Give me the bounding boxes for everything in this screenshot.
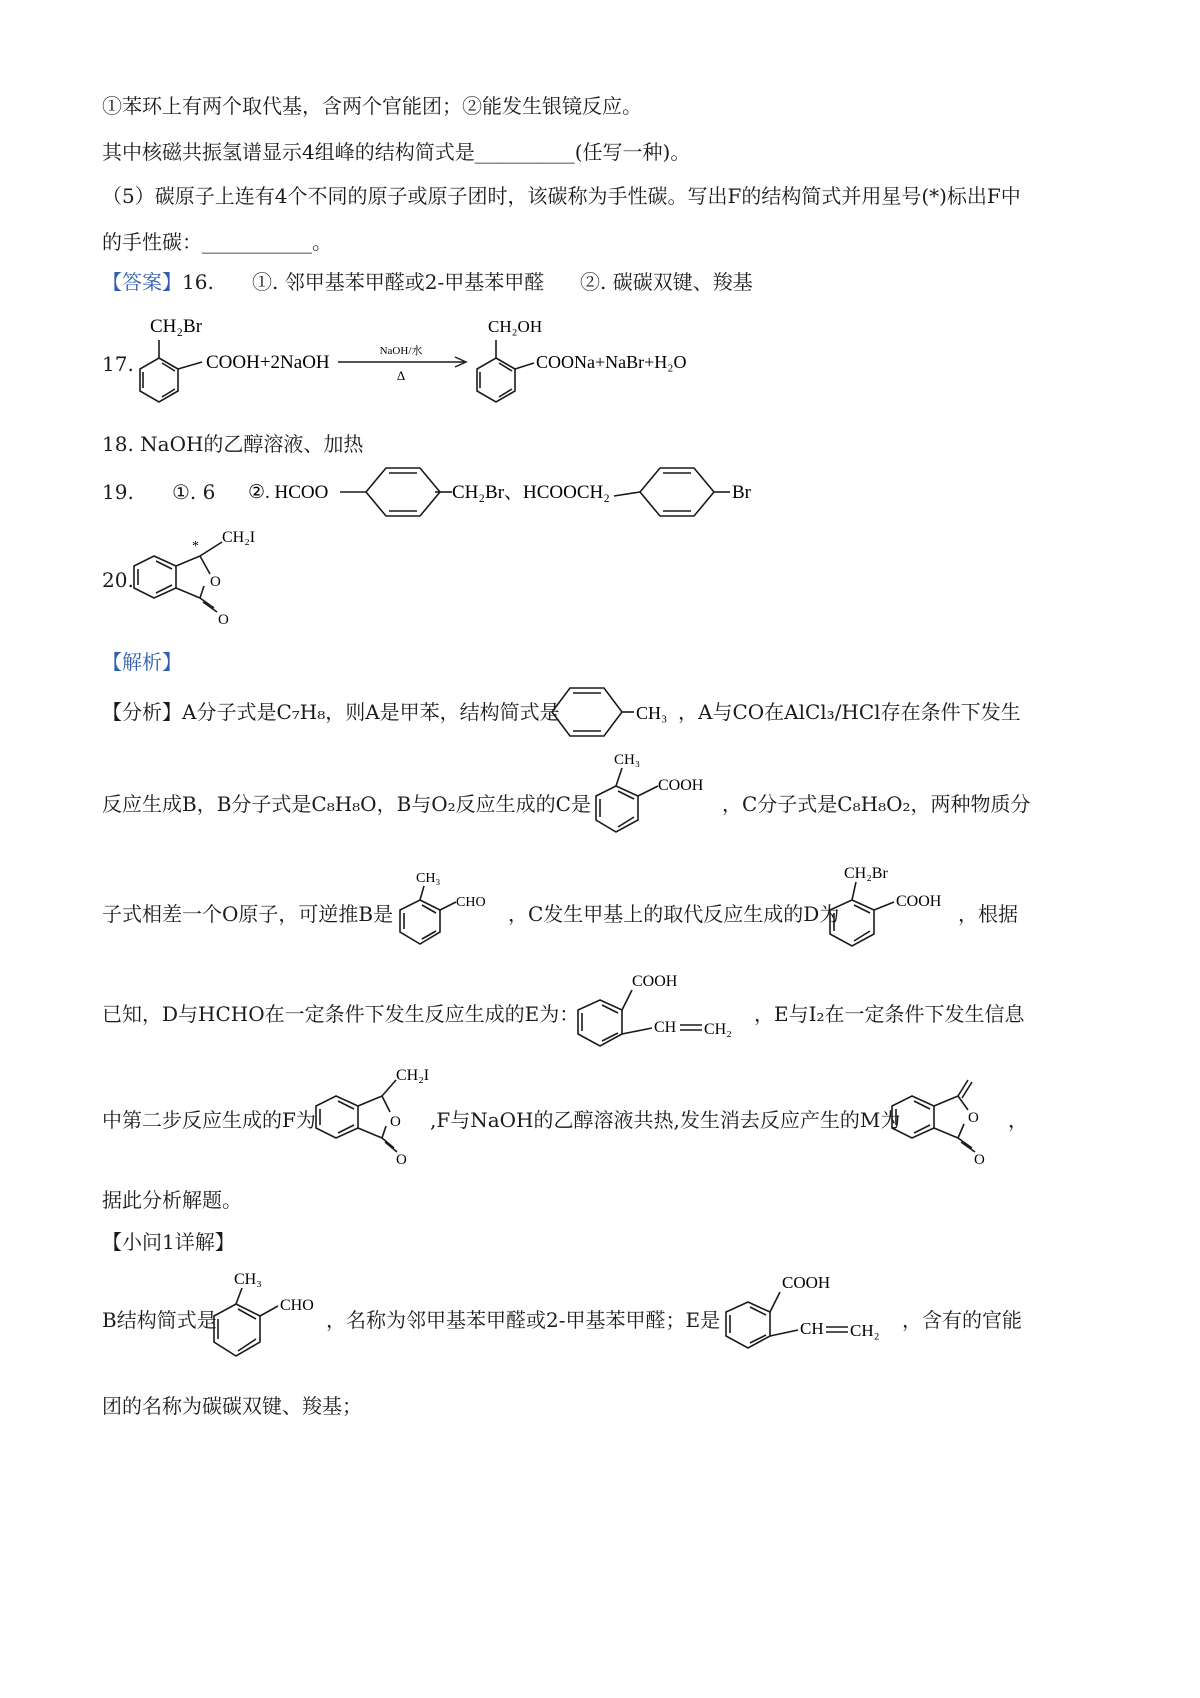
d-bromomethyl: CH₂Br [844, 865, 888, 882]
sub1-compound-e-svg [722, 1272, 902, 1362]
benzene-ring [726, 1292, 848, 1348]
compound-b-svg [398, 868, 508, 948]
answer-16-part2: ②. 碳碳双键、羧基 [580, 270, 753, 294]
answer-19-struct2-tail: Br [732, 482, 751, 503]
benzene-ring [614, 468, 730, 516]
reactant-substituent: CH₂Br [150, 316, 203, 337]
benzene-ring [400, 886, 456, 944]
answer-19-part1: ①. 6 [172, 480, 216, 504]
compound-f-svg [312, 1066, 432, 1166]
arrow-condition-bottom: Δ [396, 368, 406, 383]
answer-18: 18. NaOH的乙醇溶液、加热 [102, 432, 364, 456]
sub-question-1-title: 【小问1详解】 [102, 1230, 235, 1254]
benzene-ring [214, 1288, 278, 1356]
answer-19-number: 19. [102, 480, 134, 504]
q5-line-1: （5）碳原子上连有4个不同的原子或原子团时，该碳称为手性碳。写出F的结构简式并用星号(*)标出F中 [102, 184, 1021, 208]
answer-tag: 【答案】 [102, 270, 182, 294]
compound-e-svg [574, 970, 754, 1056]
compound-m-svg [888, 1070, 1008, 1166]
analysis-p4-start: 已知，D与HCHO在一定条件下发生反应生成的E为： [102, 1002, 580, 1026]
compound-m-structure [888, 1070, 1008, 1166]
c-methyl: CH₃ [614, 752, 641, 768]
nmr-question-line: 其中核磁共振氢谱显示4组峰的结构简式是__________(任写一种)。 [102, 140, 691, 164]
benzene-ring [140, 340, 202, 402]
m-ring-oxygen: O [968, 1110, 979, 1126]
phthalide-skeleton [316, 1080, 397, 1152]
analysis-p2-end: ，C分子式是C₈H₈O₂，两种物质分 [722, 792, 1031, 816]
e-vinyl-ch2: CH₂ [704, 1021, 732, 1038]
sub1-end: ，含有的官能 [902, 1308, 1022, 1332]
benzene-ring [578, 990, 702, 1046]
sub1-b-methyl: CH₃ [234, 1271, 262, 1288]
analysis-p3-mid: ，C发生甲基上的取代反应生成的D为 [508, 902, 840, 926]
benzene-ring [830, 882, 894, 946]
chiral-star: * [192, 539, 199, 554]
answer-16-part1: ①. 邻甲基苯甲醛或2-甲基苯甲醛 [252, 270, 545, 294]
compound-c-structure [592, 748, 722, 836]
methyl-label: CH₃ [636, 703, 668, 723]
answer-19-struct1-tail: CH₂Br、HCOOCH₂ [452, 482, 610, 503]
toluene-structure [548, 682, 678, 744]
d-carboxyl: COOH [896, 893, 942, 910]
toluene-svg [548, 682, 678, 744]
sub1-start: B结构简式是 [102, 1308, 217, 1332]
ring-oxygen: O [210, 574, 221, 590]
sub1-last: 团的名称为碳碳双键、羧基； [102, 1394, 362, 1418]
b-methyl: CH₃ [416, 871, 441, 886]
analysis-tag: 【解析】 [102, 650, 182, 674]
f-iodomethyl: CH₂I [396, 1067, 430, 1084]
compound-e-structure [574, 970, 754, 1056]
answer-20-svg [130, 528, 270, 628]
e-carboxyl: COOH [632, 973, 678, 990]
analysis-p6: 据此分析解题。 [102, 1188, 242, 1212]
sub1-mid: ，名称为邻甲基苯甲醛或2-甲基苯甲醛；E是 [326, 1308, 721, 1332]
analysis-p3-start: 子式相差一个O原子，可逆推B是 [102, 902, 394, 926]
sub1-e-vinyl-ch2: CH₂ [850, 1321, 880, 1340]
phthalide-skeleton [892, 1080, 975, 1152]
sub1-compound-b [212, 1268, 332, 1364]
phthalide-skeleton [134, 542, 222, 612]
answer-16-row [102, 268, 214, 296]
arrow-condition-top: NaOH/水 [379, 345, 423, 357]
benzene-ring [552, 688, 634, 736]
carbonyl-oxygen: O [218, 612, 229, 628]
sub1-e-carboxyl: COOH [782, 1273, 831, 1292]
compound-d-svg [826, 862, 956, 950]
compound-f-structure [312, 1066, 432, 1166]
answer-20-substituent: CH₂I [222, 529, 256, 546]
answer-16-number: 16. [182, 270, 214, 294]
analysis-p2-start: 反应生成B，B分子式是C₈H₈O，B与O₂反应生成的C是 [102, 792, 591, 816]
compound-d-structure [826, 862, 956, 950]
analysis-p1-end: ，A与CO在AlCl₃/HCl存在条件下发生 [678, 700, 1021, 724]
answer-19-structures [248, 460, 778, 530]
analysis-p4-end: ，E与I₂在一定条件下发生信息 [754, 1002, 1025, 1026]
c-carboxyl: COOH [658, 777, 704, 794]
product-substituent: CH₂OH [488, 317, 543, 336]
benzene-ring [596, 768, 658, 832]
product-tail: COONa+NaBr+H₂O [536, 352, 687, 372]
benzene-ring [340, 468, 452, 516]
b-aldehyde: CHO [456, 895, 486, 910]
reactant-tail: COOH+2NaOH [206, 352, 330, 373]
sub1-b-aldehyde: CHO [280, 1297, 314, 1314]
f-carbonyl-oxygen: O [396, 1152, 407, 1168]
reaction-equation-svg [118, 310, 708, 410]
compound-c-svg [592, 748, 722, 836]
q5-line-2: 的手性碳：___________。 [102, 230, 332, 254]
analysis-p3-end: ，根据 [958, 902, 1018, 926]
answer-20-structure [130, 528, 270, 628]
analysis-p5-mid: ,F与NaOH的乙醇溶液共热,发生消去反应产生的M为 [430, 1108, 901, 1132]
analysis-p5-end: ， [1008, 1108, 1028, 1132]
sub1-e-vinyl-ch: CH [800, 1319, 824, 1338]
analysis-p1-start: 【分析】A分子式是C₇H₈，则A是甲苯，结构简式是 [102, 700, 560, 724]
answer-17-reaction [118, 310, 708, 410]
reaction-arrow [338, 357, 466, 367]
condition-line: ①苯环上有两个取代基，含两个官能团；②能发生银镜反应。 [102, 94, 642, 118]
answer-19-part2-label: ②. HCOO [248, 482, 329, 503]
e-vinyl-ch: CH [654, 1019, 677, 1036]
m-carbonyl-oxygen: O [974, 1152, 985, 1168]
f-ring-oxygen: O [390, 1114, 401, 1130]
benzene-ring [477, 340, 534, 402]
sub1-compound-e [722, 1272, 902, 1362]
sub1-compound-b-svg [212, 1268, 332, 1364]
analysis-p5-start: 中第二步反应生成的F为 [102, 1108, 316, 1132]
compound-b-structure [398, 868, 508, 948]
answer-17-number: 17. [102, 352, 134, 376]
answer-20-number: 20. [102, 568, 134, 592]
answer-19-svg [248, 460, 778, 530]
